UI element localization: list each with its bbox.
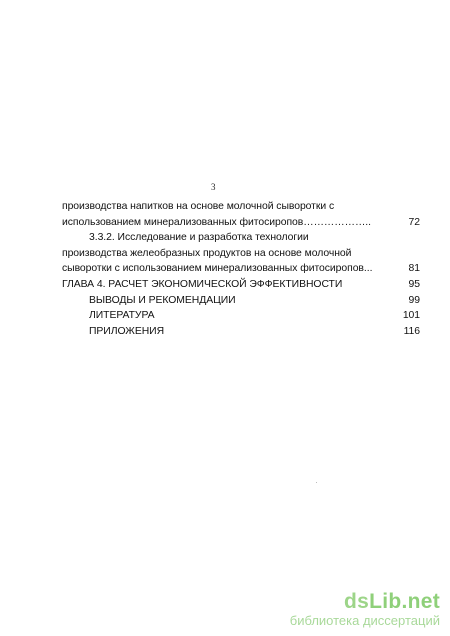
toc-line-page: 101 [402,310,420,322]
toc-line-text: сыворотки с использованием минерализованных фитосиропов... [62,263,373,275]
toc-line-page: 95 [408,278,420,290]
watermark-logo-ds: ds [343,590,370,613]
toc-line-page: 99 [408,294,420,306]
toc-line [62,324,420,340]
toc-line-page: 72 [408,216,420,228]
toc-line [62,199,420,215]
page-number: 3 [211,182,216,192]
toc-line [62,277,420,293]
toc-line-text: ГЛАВА 4. РАСЧЕТ ЭКОНОМИЧЕСКОЙ ЭФФЕКТИВНОСТИ [62,278,343,290]
toc-line-text: ПРИЛОЖЕНИЯ [89,325,165,337]
toc-line [62,293,420,309]
toc-line-text: ВЫВОДЫ И РЕКОМЕНДАЦИИ [89,294,236,306]
watermark-logo [290,591,440,613]
toc-line-text: производства напитков на основе молочной сыворотки с [62,201,335,212]
toc-line-text: производства желеобразных продуктов на основе молочной [62,247,352,259]
toc-line-text: 3.3.2. Исследование и разработка технологии [89,232,309,244]
watermark-subtitle: библиотека диссертаций [289,613,440,628]
toc-line-page: 81 [408,263,420,275]
toc-line-text: использованием минерализованных фитосиропов……………….. [62,216,371,228]
watermark [290,591,440,628]
toc-line [62,246,420,262]
toc-line-text: ЛИТЕРАТУРА [89,310,155,322]
table-of-contents [62,199,420,339]
toc-line [62,308,420,324]
toc-line [62,230,420,246]
toc-line-page: 116 [403,325,420,337]
toc-line [62,215,420,231]
scan-speck [316,482,317,483]
toc-line [62,261,420,277]
watermark-logo-rest: Lib.net [369,590,440,613]
